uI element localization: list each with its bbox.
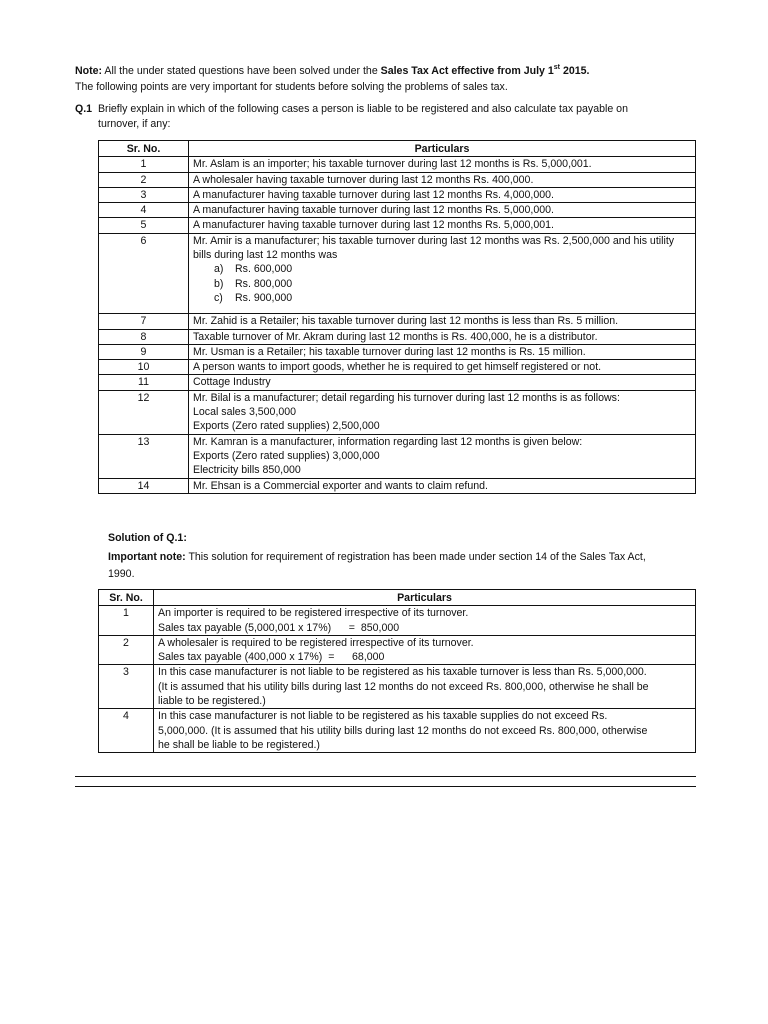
table-row xyxy=(99,314,696,329)
particulars-line: In this case manufacturer is not liable to be registered as his taxable supplies do not exceed Rs. xyxy=(158,710,608,723)
table-row xyxy=(99,329,696,344)
important-note-text: This solution for requirement of registration has been made under section 14 of the Sales Tax Act, xyxy=(185,551,646,563)
separator-line xyxy=(75,776,696,777)
sr-no-cell: 12 xyxy=(99,390,189,434)
sr-no-cell: 1 xyxy=(99,157,189,172)
table-row xyxy=(99,390,696,434)
particulars-line: liable to be registered.) xyxy=(158,695,266,708)
particulars-cell xyxy=(189,187,696,202)
sub-option xyxy=(193,291,691,305)
table-row xyxy=(99,375,696,390)
particulars-line: Taxable turnover of Mr. Akram during last 12 months is Rs. 400,000, he is a distributor. xyxy=(193,330,598,343)
questions-table xyxy=(98,140,696,494)
sub-option-value: Rs. 600,000 xyxy=(235,263,293,276)
particulars-line: Local sales 3,500,000 xyxy=(193,406,297,419)
sub-option-key: a) xyxy=(214,263,224,276)
particulars-line: A manufacturer having taxable turnover during last 12 months Rs. 5,000,000. xyxy=(193,204,554,217)
sr-no-cell: 1 xyxy=(99,606,154,636)
sr-no-cell: 3 xyxy=(99,187,189,202)
particulars-line: Mr. Amir is a manufacturer; his taxable turnover during last 12 months was Rs. 2,500,000 and his utility xyxy=(193,234,675,247)
table-row xyxy=(99,172,696,187)
important-note-line xyxy=(108,550,733,564)
sr-no-cell: 2 xyxy=(99,172,189,187)
particulars-line: (It is assumed that his utility bills during last 12 months do not exceed Rs. 800,000, otherwise he shall be xyxy=(158,680,649,693)
particulars-line: Sales tax payable (400,000 x 17%) = 68,000 xyxy=(158,651,385,664)
separator-line xyxy=(75,786,696,787)
sr-no-cell: 4 xyxy=(99,709,154,753)
sr-no-cell: 11 xyxy=(99,375,189,390)
intro-text: The following points are very important for students before solving the problems of sales tax. xyxy=(75,81,508,93)
table-row xyxy=(99,218,696,233)
particulars-cell xyxy=(189,218,696,233)
particulars-cell xyxy=(154,635,696,665)
header-sr-no: Sr. No. xyxy=(99,590,154,606)
table-header-row xyxy=(99,590,696,606)
table-row xyxy=(99,344,696,359)
particulars-line: Mr. Bilal is a manufacturer; detail regarding his turnover during last 12 months is as follows: xyxy=(193,391,620,404)
sr-no-cell: 5 xyxy=(99,218,189,233)
sr-no-cell: 7 xyxy=(99,314,189,329)
sub-option-value: Rs. 900,000 xyxy=(235,291,293,304)
sr-no-cell: 14 xyxy=(99,478,189,493)
sr-no-cell: 10 xyxy=(99,360,189,375)
question-text-1: Briefly explain in which of the following cases a person is liable to be registered and also calculate tax payable on xyxy=(97,103,628,115)
particulars-cell xyxy=(154,709,696,753)
question-text-2: turnover, if any: xyxy=(98,118,171,130)
particulars-line: A manufacturer having taxable turnover during last 12 months Rs. 4,000,000. xyxy=(193,188,554,201)
note-superscript: st xyxy=(553,64,560,71)
important-note-label: Important note: xyxy=(108,551,186,563)
solution-table xyxy=(98,589,696,753)
table-row xyxy=(99,709,696,753)
particulars-line: bills during last 12 months was xyxy=(193,249,338,262)
particulars-cell xyxy=(154,665,696,709)
solution-title: Solution of Q.1: xyxy=(108,532,187,544)
particulars-line: A person wants to import goods, whether he is required to get himself registered or not. xyxy=(193,361,602,374)
header-particulars: Particulars xyxy=(154,590,696,606)
table-row xyxy=(99,233,696,313)
particulars-line: Cottage Industry xyxy=(193,376,271,389)
question-number: Q.1 xyxy=(75,103,93,115)
sub-option xyxy=(193,277,691,291)
note-line xyxy=(75,64,700,78)
table-row xyxy=(99,157,696,172)
sub-option-key: b) xyxy=(214,277,224,290)
particulars-line: Mr. Ehsan is a Commercial exporter and wants to claim refund. xyxy=(193,479,488,492)
important-note-text-2: 1990. xyxy=(108,568,135,580)
particulars-line: Exports (Zero rated supplies) 2,500,000 xyxy=(193,420,380,433)
table-row xyxy=(99,665,696,709)
table-header-row xyxy=(99,141,696,157)
note-label: Note: xyxy=(75,65,103,77)
particulars-cell xyxy=(189,344,696,359)
sr-no-cell: 4 xyxy=(99,203,189,218)
particulars-line: Exports (Zero rated supplies) 3,000,000 xyxy=(193,449,380,462)
particulars-line: A wholesaler having taxable turnover during last 12 months Rs. 400,000. xyxy=(193,173,534,186)
sr-no-cell: 8 xyxy=(99,329,189,344)
table-row xyxy=(99,187,696,202)
particulars-cell xyxy=(189,203,696,218)
particulars-line: A wholesaler is required to be registered irrespective of its turnover. xyxy=(158,636,474,649)
sr-no-cell: 2 xyxy=(99,635,154,665)
particulars-line: 5,000,000. (It is assumed that his utility bills during last 12 months do not exceed Rs. 800,000, otherwise xyxy=(158,724,648,737)
sr-no-cell: 13 xyxy=(99,434,189,478)
sr-no-cell: 6 xyxy=(99,233,189,313)
particulars-line: Mr. Kamran is a manufacturer, information regarding last 12 months is given below: xyxy=(193,435,583,448)
note-year: 2015. xyxy=(560,65,590,77)
particulars-cell xyxy=(189,172,696,187)
question-line-1 xyxy=(75,102,700,116)
note-text: All the under stated questions have been solved under the xyxy=(102,65,381,77)
particulars-cell xyxy=(189,329,696,344)
sub-option-key: c) xyxy=(214,291,223,304)
sr-no-cell: 9 xyxy=(99,344,189,359)
particulars-line: Mr. Aslam is an importer; his taxable turnover during last 12 months is Rs. 5,000,001. xyxy=(193,158,592,171)
note-bold-text: Sales Tax Act effective from July 1 xyxy=(380,65,554,77)
table-row xyxy=(99,606,696,636)
particulars-line: Electricity bills 850,000 xyxy=(193,464,301,477)
particulars-cell xyxy=(189,157,696,172)
particulars-line: In this case manufacturer is not liable to be registered as his taxable turnover is less than Rs. 5,000,000. xyxy=(158,666,647,679)
particulars-line: Mr. Zahid is a Retailer; his taxable turnover during last 12 months is less than Rs. 5 million. xyxy=(193,315,619,328)
sr-no-cell: 3 xyxy=(99,665,154,709)
particulars-line: An importer is required to be registered irrespective of its turnover. xyxy=(158,607,469,620)
particulars-line: he shall be liable to be registered.) xyxy=(158,738,320,751)
header-particulars: Particulars xyxy=(189,141,696,157)
table-row xyxy=(99,478,696,493)
particulars-cell xyxy=(189,390,696,434)
table-row xyxy=(99,360,696,375)
particulars-cell xyxy=(189,434,696,478)
particulars-cell xyxy=(189,478,696,493)
particulars-cell xyxy=(189,314,696,329)
particulars-cell xyxy=(189,375,696,390)
header-sr-no: Sr. No. xyxy=(99,141,189,157)
particulars-cell xyxy=(154,606,696,636)
particulars-line: Mr. Usman is a Retailer; his taxable turnover during last 12 months is Rs. 15 million. xyxy=(193,345,586,358)
table-row xyxy=(99,203,696,218)
particulars-line: Sales tax payable (5,000,001 x 17%) = 850,000 xyxy=(158,621,400,634)
sub-option xyxy=(193,262,691,276)
table-row xyxy=(99,434,696,478)
table-row xyxy=(99,635,696,665)
particulars-cell xyxy=(189,360,696,375)
sub-option-value: Rs. 800,000 xyxy=(235,277,293,290)
particulars-line: A manufacturer having taxable turnover during last 12 months Rs. 5,000,001. xyxy=(193,219,554,232)
particulars-cell xyxy=(189,233,696,313)
